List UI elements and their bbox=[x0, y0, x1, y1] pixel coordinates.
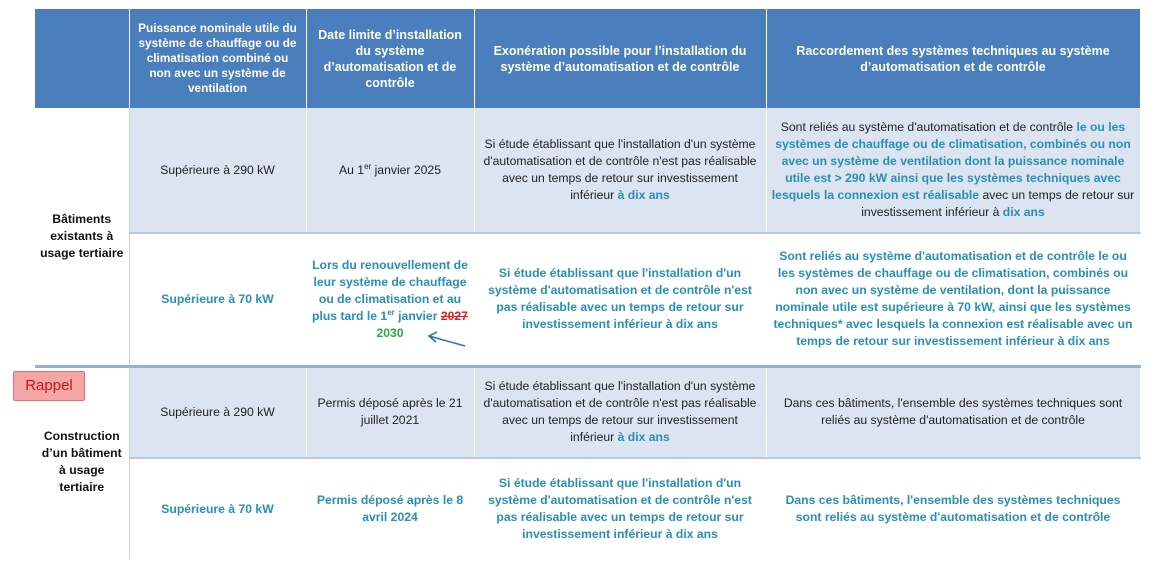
table-row bbox=[35, 233, 1140, 366]
connection-text-2: avec un temps de retour sur investissement inférieur à bbox=[861, 188, 1135, 219]
deadline-new-year: 2030 bbox=[376, 325, 404, 340]
header-power: Puissance nominale utile du système de chauffage ou de climatisation combiné ou non avec un système de ventilation bbox=[129, 9, 306, 108]
deadline-cell: Permis déposé après le 21 juillet 2021 bbox=[306, 366, 474, 458]
deadline-cell bbox=[306, 108, 474, 233]
exemption-cell: Si étude établissant que l'installation d'un système d'automatisation et de contrôle n'est pas réalisable avec un temps de retour sur investissement inférieur à dix ans bbox=[474, 233, 766, 366]
exemption-highlight: à dix ans bbox=[617, 430, 670, 445]
connection-text: Sont reliés au système d'automatisation et de contrôle bbox=[780, 120, 1077, 134]
connection-cell: Dans ces bâtiments, l'ensemble des systèmes techniques sont reliés au système d'automatisation et de contrôle bbox=[766, 366, 1140, 458]
connection-cell: Sont reliés au système d'automatisation et de contrôle le ou les systèmes de chauffage ou de climatisation, combinés ou non avec un système de ventilation, dont la puissance nominale utile est supérieure à 70 kW, ainsi que les systèmes techniques* avec lesquels la connexion est réalisable avec un temps de retour sur investissement inférieur à dix ans bbox=[766, 233, 1140, 366]
header-connection: Raccordement des systèmes techniques au système d’automatisation et de contrôle bbox=[766, 9, 1140, 108]
connection-cell: Dans ces bâtiments, l'ensemble des systèmes techniques sont reliés au système d'automatisation et de contrôle bbox=[766, 458, 1140, 559]
exemption-cell bbox=[474, 108, 766, 233]
group-label-construction: Construction d’un bâtiment à usage tertiaire bbox=[35, 366, 129, 559]
deadline-text: Lors du renouvellement de leur système de chauffage ou de climatisation et au plus tard le 1 bbox=[312, 257, 468, 323]
regulation-table bbox=[35, 9, 1141, 559]
exemption-text: Si étude établissant que l'installation d'un système d'automatisation et de contrôle n'est pas réalisable avec un temps de retour sur investissement inférieur bbox=[483, 137, 757, 202]
arrow-left-icon bbox=[425, 330, 467, 350]
connection-highlight-2: dix ans bbox=[1002, 205, 1045, 219]
deadline-cell: Permis déposé après le 8 avril 2024 bbox=[306, 458, 474, 559]
connection-cell bbox=[766, 108, 1140, 233]
exemption-text: Si étude établissant que l'installation d'un système d'automatisation et de contrôle n'est pas réalisable avec un temps de retour sur investissement inférieur bbox=[483, 379, 757, 445]
exemption-cell bbox=[474, 366, 766, 458]
header-deadline: Date limite d’installation du système d’automatisation et de contrôle bbox=[306, 9, 474, 108]
rappel-badge: Rappel bbox=[13, 371, 85, 401]
table-row bbox=[35, 108, 1140, 233]
deadline-text: Au 1 bbox=[339, 162, 365, 177]
table-row bbox=[35, 458, 1140, 559]
exemption-highlight: à dix ans bbox=[617, 188, 670, 202]
power-cell: Supérieure à 70 kW bbox=[129, 458, 306, 559]
group-label-existing: Bâtiments existants à usage tertiaire bbox=[35, 108, 129, 366]
exemption-cell: Si étude établissant que l'installation d'un système d'automatisation et de contrôle n'est pas réalisable avec un temps de retour sur investissement inférieur à dix ans bbox=[474, 458, 766, 559]
deadline-sup: er bbox=[364, 161, 372, 171]
deadline-text-end: janvier 2025 bbox=[371, 162, 441, 177]
power-cell: Supérieure à 290 kW bbox=[129, 366, 306, 458]
header-exemption: Exonération possible pour l’installation du système d’automatisation et de contrôle bbox=[474, 9, 766, 108]
deadline-sup: er bbox=[387, 307, 395, 317]
power-cell: Supérieure à 290 kW bbox=[129, 108, 306, 233]
power-cell: Supérieure à 70 kW bbox=[129, 233, 306, 366]
deadline-text-mid: janvier bbox=[394, 308, 441, 323]
connection-highlight: le ou les systèmes de chauffage ou de climatisation, combinés ou non avec un système de ventilation dont la puissance nominale utile est > 290 kW ainsi que les systèmes techniques avec lesquels la connexion est réalisable bbox=[771, 120, 1131, 202]
header-corner bbox=[35, 9, 129, 108]
table-row bbox=[35, 366, 1140, 458]
header-row bbox=[35, 9, 1140, 108]
deadline-old-year: 2027 bbox=[440, 308, 468, 323]
